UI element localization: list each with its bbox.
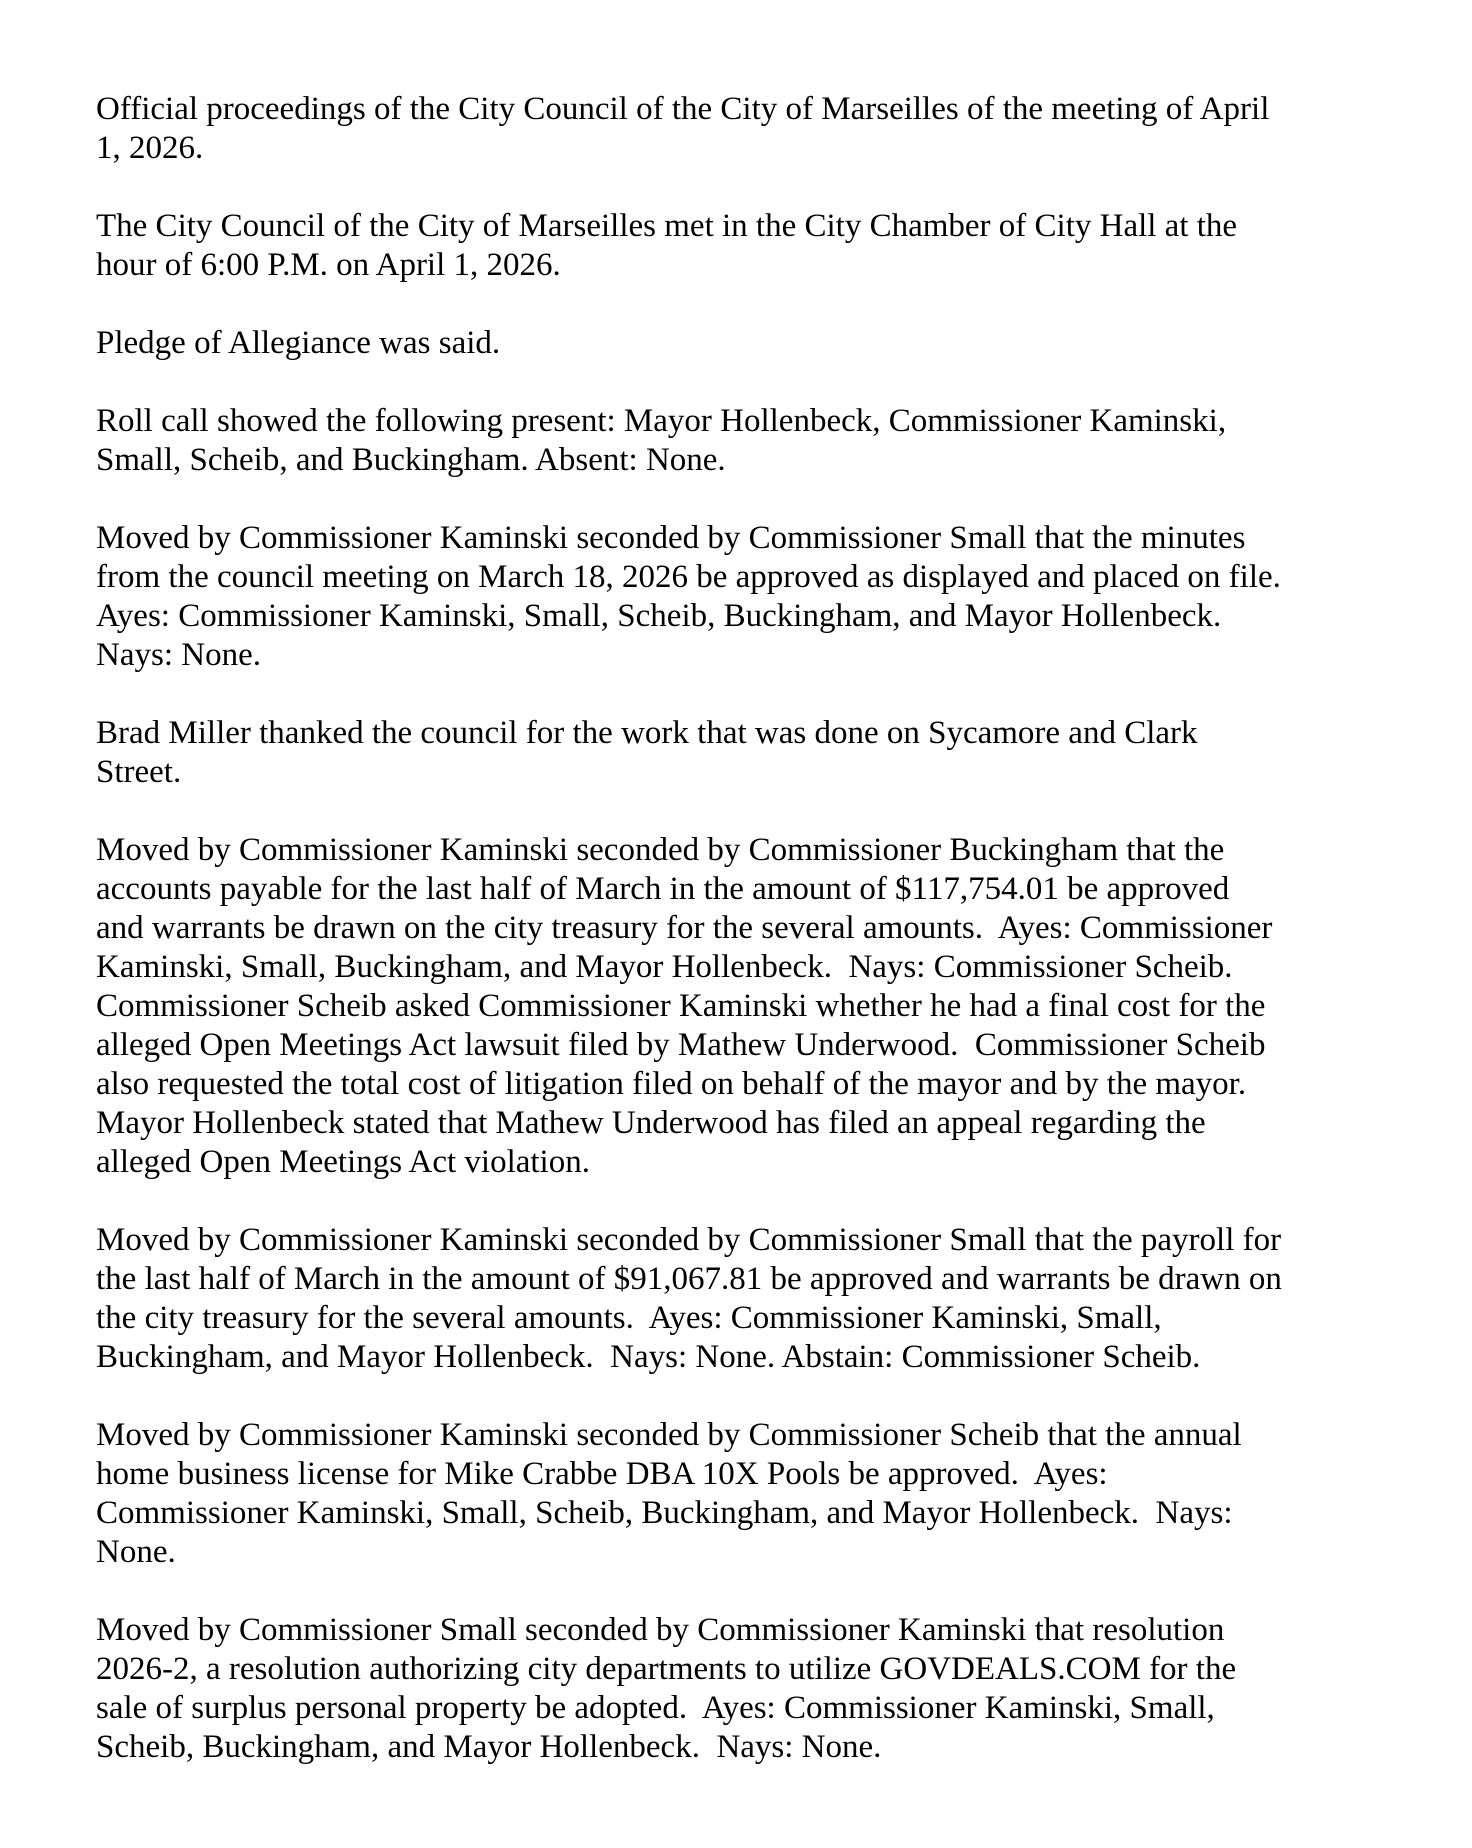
- text-line: Pledge of Allegiance was said.: [96, 325, 501, 361]
- paragraph-pledge: [96, 324, 1396, 363]
- paragraph-public-comment: [96, 714, 1396, 792]
- text-line: the city treasury for the several amounts. Ayes: Commissioner Kaminski, Small,: [96, 1300, 1162, 1336]
- text-line: Commissioner Kaminski, Small, Scheib, Buckingham, and Mayor Hollenbeck. Nays:: [96, 1495, 1233, 1531]
- text-line: Ayes: Commissioner Kaminski, Small, Scheib, Buckingham, and Mayor Hollenbeck.: [96, 598, 1222, 634]
- text-line: home business license for Mike Crabbe DBA 10X Pools be approved. Ayes:: [96, 1456, 1108, 1492]
- text-line: Mayor Hollenbeck stated that Mathew Underwood has filed an appeal regarding the: [96, 1105, 1206, 1141]
- text-line: Kaminski, Small, Buckingham, and Mayor Hollenbeck. Nays: Commissioner Scheib.: [96, 949, 1233, 985]
- paragraph-payroll: [96, 1221, 1396, 1377]
- paragraph-minutes-approval: [96, 519, 1396, 675]
- text-line: Buckingham, and Mayor Hollenbeck. Nays: None. Abstain: Commissioner Scheib.: [96, 1339, 1201, 1375]
- text-line: Moved by Commissioner Kaminski seconded by Commissioner Small that the minutes: [96, 520, 1246, 556]
- paragraph-roll-call: [96, 402, 1396, 480]
- paragraph-preamble: [96, 90, 1396, 168]
- paragraph-accounts-payable: [96, 831, 1396, 1182]
- text-line: 2026-2, a resolution authorizing city departments to utilize GOVDEALS.COM for the: [96, 1651, 1237, 1687]
- document-page: [96, 90, 1396, 1806]
- text-line: Small, Scheib, and Buckingham. Absent: None.: [96, 442, 726, 478]
- text-line: Roll call showed the following present: Mayor Hollenbeck, Commissioner Kaminski,: [96, 403, 1227, 439]
- text-line: the last half of March in the amount of $91,067.81 be approved and warrants be drawn on: [96, 1261, 1282, 1297]
- text-line: Nays: None.: [96, 637, 261, 673]
- text-line: hour of 6:00 P.M. on April 1, 2026.: [96, 247, 561, 283]
- text-line: The City Council of the City of Marseilles met in the City Chamber of City Hall at the: [96, 208, 1238, 244]
- text-line: alleged Open Meetings Act lawsuit filed by Mathew Underwood. Commissioner Scheib: [96, 1027, 1266, 1063]
- text-line: accounts payable for the last half of March in the amount of $117,754.01 be approved: [96, 871, 1230, 907]
- text-line: Scheib, Buckingham, and Mayor Hollenbeck. Nays: None.: [96, 1729, 882, 1765]
- text-line: 1, 2026.: [96, 130, 204, 166]
- paragraph-meeting-convened: [96, 207, 1396, 285]
- text-line: and warrants be drawn on the city treasury for the several amounts. Ayes: Commissioner: [96, 910, 1273, 946]
- paragraph-resolution-2026-2: [96, 1611, 1396, 1767]
- text-line: Moved by Commissioner Kaminski seconded by Commissioner Small that the payroll for: [96, 1222, 1282, 1258]
- paragraph-business-license: [96, 1416, 1396, 1572]
- text-line: None.: [96, 1534, 176, 1570]
- text-line: Street.: [96, 754, 182, 790]
- text-line: Moved by Commissioner Kaminski seconded by Commissioner Buckingham that the: [96, 832, 1225, 868]
- text-line: alleged Open Meetings Act violation.: [96, 1144, 590, 1180]
- text-line: sale of surplus personal property be adopted. Ayes: Commissioner Kaminski, Small,: [96, 1690, 1215, 1726]
- text-line: from the council meeting on March 18, 2026 be approved as displayed and placed on file.: [96, 559, 1281, 595]
- text-line: Moved by Commissioner Small seconded by Commissioner Kaminski that resolution: [96, 1612, 1225, 1648]
- text-line: Brad Miller thanked the council for the work that was done on Sycamore and Clark: [96, 715, 1198, 751]
- text-line: Moved by Commissioner Kaminski seconded by Commissioner Scheib that the annual: [96, 1417, 1242, 1453]
- text-line: also requested the total cost of litigation filed on behalf of the mayor and by the mayor.: [96, 1066, 1247, 1102]
- text-line: Official proceedings of the City Council of the City of Marseilles of the meeting of April: [96, 91, 1270, 127]
- text-line: Commissioner Scheib asked Commissioner Kaminski whether he had a final cost for the: [96, 988, 1266, 1024]
